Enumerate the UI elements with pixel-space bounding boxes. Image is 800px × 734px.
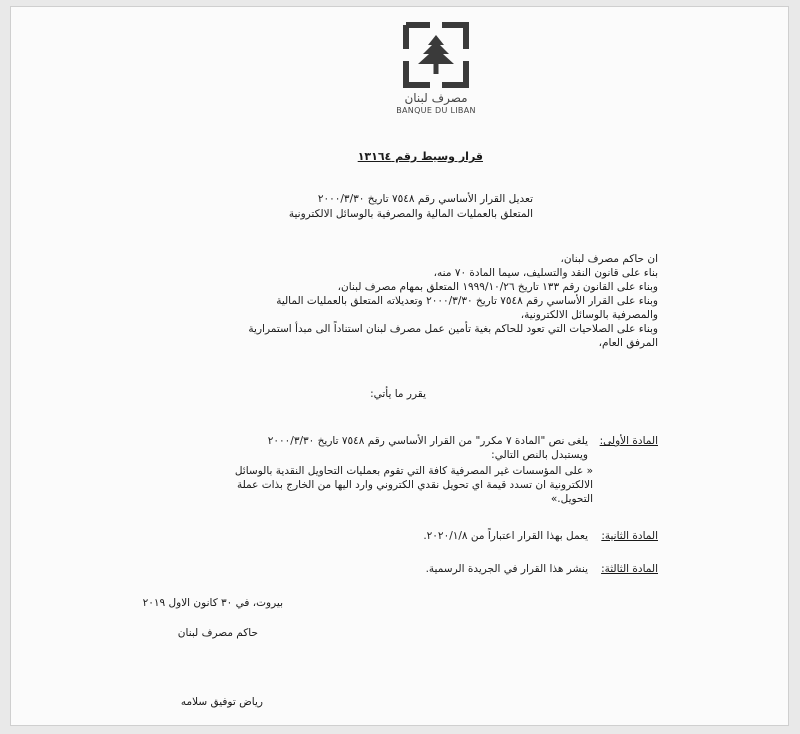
signatory-name: رياض توفيق سلامه xyxy=(180,696,263,708)
article-3-label: المادة الثالثة: xyxy=(601,563,658,575)
subject-line-2: المتعلق بالعمليات المالية والمصرفية بالوسائل الالكترونية xyxy=(288,208,533,220)
decision-title: قرار وسيط رقم ١٣١٦٤ xyxy=(357,150,483,163)
logo-arabic-name: مصرف لبنان xyxy=(404,91,468,105)
article-1-quote-2: الالكترونية ان تسدد قيمة اي تحويل نقدي الكتروني وارد اليها من الخارج بذات عملة xyxy=(236,479,593,491)
place-date: بيروت، في ٣٠ كانون الاول ٢٠١٩ xyxy=(142,597,283,609)
preamble-line: وبناء على الصلاحيات التي تعود للحاكم بغية تأمين عمل مصرف لبنان استناداً الى مبدأ استمرارية xyxy=(248,323,658,335)
governor-title: حاكم مصرف لبنان xyxy=(177,627,258,639)
preamble-line: المرفق العام، xyxy=(598,337,658,349)
preamble-line: ان حاكم مصرف لبنان، xyxy=(560,253,658,265)
document-page xyxy=(10,6,789,726)
article-2-text: يعمل بهذا القرار اعتباراً من ٢٠٢٠/١/٨. xyxy=(423,530,588,542)
decides-heading: يقرر ما يأتي: xyxy=(370,388,426,400)
article-1-quote-3: التحويل.» xyxy=(550,493,593,505)
subject-line-1: تعديل القرار الأساسي رقم ٧٥٤٨ تاريخ ٢٠٠٠/٣/٣٠ xyxy=(317,193,533,205)
bank-logo xyxy=(366,21,506,131)
preamble-line: وبناء على القرار الأساسي رقم ٧٥٤٨ تاريخ ٢٠٠٠/٣/٣٠ وتعديلاته المتعلق بالعمليات المالية xyxy=(276,295,658,307)
logo-latin-name: BANQUE DU LIBAN xyxy=(396,106,476,115)
article-1-line-1: يلغى نص "المادة ٧ مكرر" من القرار الأساسي رقم ٧٥٤٨ تاريخ ٢٠٠٠/٣/٣٠ xyxy=(267,435,588,447)
cedar-emblem-icon xyxy=(402,21,470,89)
article-3-text: ينشر هذا القرار في الجريدة الرسمية. xyxy=(425,563,588,575)
article-2-label: المادة الثانية: xyxy=(601,530,658,542)
preamble-line: والمصرفية بالوسائل الالكترونية، xyxy=(520,309,658,321)
article-1-quote-1: « على المؤسسات غير المصرفية كافة التي تقوم بعمليات التحاويل النقدية بالوسائل xyxy=(234,465,593,477)
article-1-label: المادة الأولى: xyxy=(599,435,658,447)
preamble-line: بناء على قانون النقد والتسليف، سيما المادة ٧٠ منه، xyxy=(433,267,658,279)
article-1-line-2: ويستبدل بالنص التالي: xyxy=(491,449,588,461)
preamble-line: وبناء على القانون رقم ١٣٣ تاريخ ١٩٩٩/١٠/٢٦ المتعلق بمهام مصرف لبنان، xyxy=(337,281,658,293)
